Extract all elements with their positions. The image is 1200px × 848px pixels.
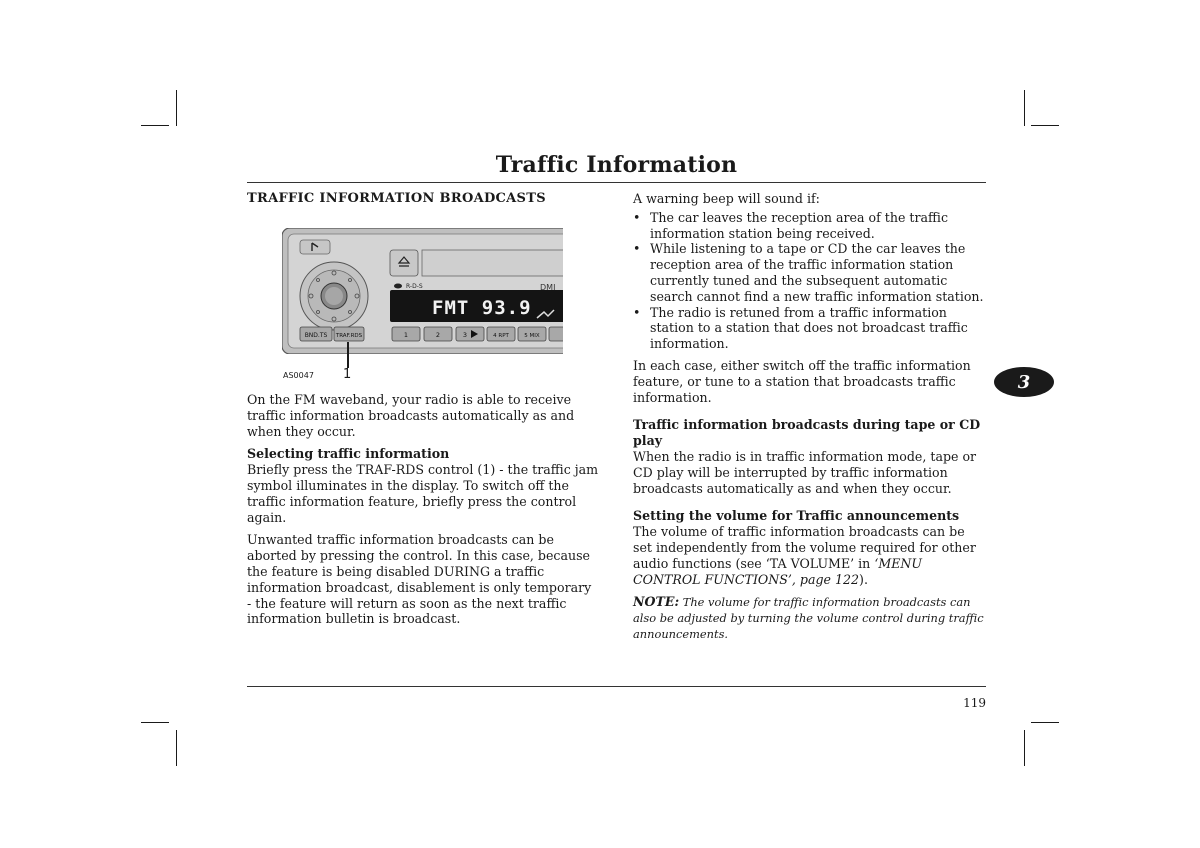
beep-conditions-list (633, 210, 987, 352)
volume-cross-reference[interactable]: ‘MENU CONTROL FUNCTIONS’, page 122 (633, 555, 923, 587)
volume-text: The volume of traffic information broadcasts can be set independently from the volume required for other audio functions (see ‘TA VOLUME’ in (633, 524, 976, 571)
figure-code: AS0047 (283, 371, 314, 380)
preset-1-label: 1 (403, 331, 409, 339)
crop-mark (176, 730, 177, 766)
selecting-heading: Selecting traffic information (247, 446, 450, 462)
section-heading: TRAFFIC INFORMATION BROADCASTS (247, 191, 546, 206)
header-rule (247, 182, 986, 183)
crop-mark (1024, 90, 1025, 126)
page-number: 119 (963, 696, 986, 710)
crop-mark (1031, 722, 1059, 723)
crop-mark (141, 125, 169, 126)
crop-mark (141, 722, 169, 723)
left-column-body (247, 392, 599, 634)
callout-line (347, 342, 349, 368)
traf-rds-label: TRAF.RDS (335, 333, 363, 339)
volume-paragraph (633, 524, 987, 587)
page-title: Traffic Information (495, 152, 738, 178)
volume-heading: Setting the volume for Traffic announcements (633, 508, 960, 524)
note-label: NOTE: (633, 594, 680, 610)
beep-intro: A warning beep will sound if: (633, 191, 820, 206)
note-paragraph (633, 594, 987, 642)
list-item: • While listening to a tape or CD the car leaves the reception area of the traffic information station currently tuned and the subsequent automatic search cannot find a new traffic information station. (633, 241, 987, 304)
preset-3-label: 3 (462, 331, 468, 339)
preset-2-label: 2 (435, 331, 441, 339)
radio-display-text: FMT 93.9 (432, 297, 532, 319)
volume-text-end: ). (859, 571, 868, 587)
each-case-paragraph: In each case, either switch off the traffic information feature, or tune to a station that broadcasts traffic information. (633, 357, 971, 405)
right-column (633, 191, 987, 650)
crop-mark (1024, 730, 1025, 766)
tape-cd-paragraph: When the radio is in traffic information mode, tape or CD play will be interrupted by traffic information broadcasts automatically as and when they occur. (633, 448, 977, 496)
chapter-tab: 3 (994, 367, 1054, 397)
list-item: • The car leaves the reception area of the traffic information station being received. (633, 210, 987, 242)
tape-cd-heading: Traffic information broadcasts during tape or CD play (633, 417, 981, 449)
crop-mark (176, 90, 177, 126)
rds-label: R-D-S (406, 283, 423, 290)
preset-5-label: 5 MIX (524, 333, 540, 339)
bnd-ts-label: BND.TS (304, 332, 328, 339)
left-column (247, 191, 597, 207)
crop-mark (1031, 125, 1059, 126)
note-text: The volume for traffic information broadcasts can also be adjusted by turning the volume control during traffic announcements. (633, 595, 984, 641)
selecting-paragraph: Briefly press the TRAF-RDS control (1) - the traffic jam symbol illuminates in the display. To switch off the traffic information feature, briefly press the control again. (247, 462, 599, 525)
abort-paragraph: Unwanted traffic information broadcasts can be aborted by pressing the control. In this case, because the feature is being disabled DURING a traffic information broadcast, disablement is only temporary - the feature will return as soon as the next traffic information bulletin is broadcast. (247, 532, 592, 627)
footer-rule (247, 686, 986, 687)
brand-label: DMI (540, 283, 556, 292)
radio-figure (282, 228, 563, 354)
figure-callout: 1 (343, 367, 352, 382)
preset-4-label: 4 RPT (493, 333, 509, 339)
intro-paragraph: On the FM waveband, your radio is able to receive traffic information broadcasts automatically as and when they occur. (247, 392, 575, 439)
list-item: • The radio is retuned from a traffic information station to a station that does not broadcast traffic information. (633, 305, 987, 352)
preset-3-button[interactable] (456, 327, 484, 341)
